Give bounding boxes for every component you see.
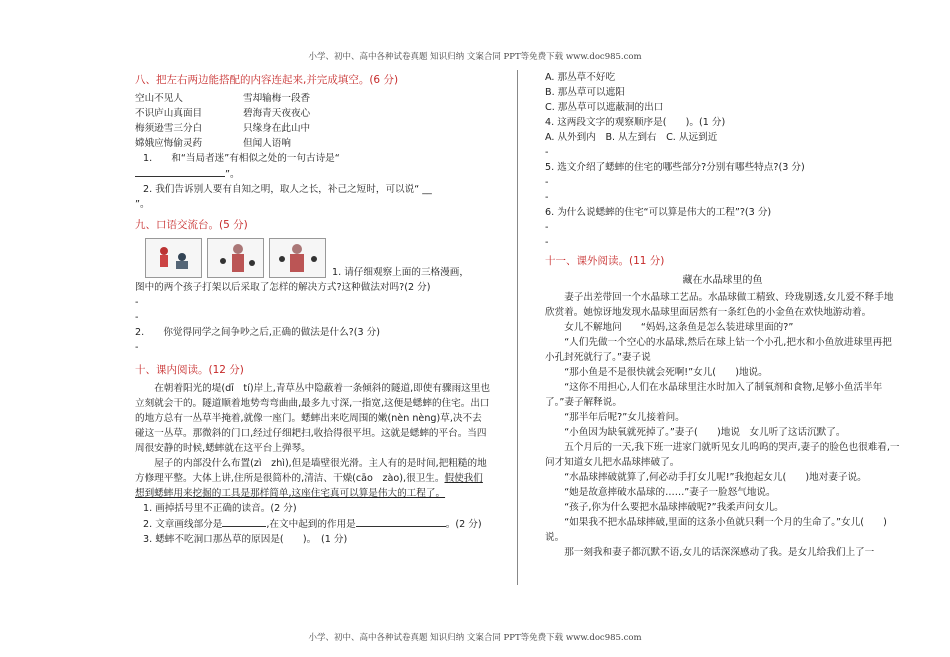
- column-divider: [517, 70, 518, 585]
- story-paragraph: 女儿不解地问 “妈妈,这条鱼是怎么装进球里面的?”: [564, 322, 794, 333]
- pair-row: [135, 106, 490, 121]
- story-paragraph: “孩子,你为什么要把水晶球摔破呢?”我柔声问女儿。: [564, 502, 784, 513]
- answer-dash: -: [135, 297, 139, 308]
- story-paragraph: “那半年后呢?”女儿接着问。: [564, 412, 685, 423]
- poem-pairs: [135, 91, 490, 151]
- s8-question-1: [135, 151, 490, 166]
- pair-row: [135, 136, 490, 151]
- section-10-title: 十、课内阅读。(12 分): [135, 364, 244, 376]
- s10-paragraph-1: 在朝着阳光的堤(dī tí)岸上,青草丛中隐蔽着一条倾斜的隧道,即使有骤雨这里也立刻就会干的。隧道顺着地势弯弯曲曲,最多九寸深,一指宽,这便是蟋蟀的住宅。出口的地方总有一丛草半掩着,就像一座门。蟋蟀出来吃周围的嫩(nèn nèng)草,决不去碰这一丛草。那微斜的门口,经过仔细耙扫,收拾得很平坦。这就是蟋蟀的平台。当四周很安静的时候,蟋蟀就在这平台上弹琴。: [135, 383, 490, 454]
- comic-panel-1: [145, 238, 202, 278]
- s8-question-2-end: ”。: [135, 199, 150, 210]
- q-text: ,在文中起到的作用是: [266, 519, 356, 530]
- page-header: 小学、初中、高中各种试卷真题 知识归纳 文案合同 PPT等免费下载 www.doc985.com: [308, 52, 642, 62]
- s10-question-1: 1. 画掉括号里不正确的读音。(2 分): [143, 503, 297, 514]
- question-4: 4. 这两段文字的观察顺序是( )。(1 分): [545, 117, 726, 128]
- s9-question-1: 1. 请仔细观察上面的三格漫画，: [332, 267, 469, 278]
- comic-panel-2: [207, 238, 264, 278]
- answer-dash: -: [545, 192, 549, 203]
- left-column: [135, 70, 490, 547]
- pair-right: 只缘身在此山中: [243, 123, 311, 134]
- para-text: 屋子的内部没什么布置(zì zhì),但是墙壁很光滑。主人有的是时间,把粗糙的地方修理平整。大体上讲,住所是很简朴的,清洁、干燥(cāo zào),很卫生。: [135, 458, 487, 484]
- story-paragraph: “人们先做一个空心的水晶球,然后在球上钻一个小孔,把水和小鱼放进球里再把小孔封死就行了。”妻子说: [545, 337, 892, 363]
- section-9-title: 九、口语交流台。(5 分): [135, 219, 248, 231]
- answer-dash: -: [135, 342, 139, 353]
- s8-question-1-line: [135, 166, 490, 182]
- answer-blank[interactable]: [135, 166, 225, 177]
- right-column: [545, 70, 900, 560]
- question-6: 6. 为什么说蟋蟀的住宅“可以算是伟大的工程”?(3 分): [545, 207, 772, 218]
- story-paragraph: “那小鱼是不是很快就会死啊!”女儿( )地说。: [564, 367, 768, 378]
- story-title: 藏在水晶球里的鱼: [682, 275, 763, 286]
- q3-option-b: B. 那丛草可以遮阳: [545, 87, 625, 98]
- story-paragraph: “她是故意摔破水晶球的……”妻子一脸怒气地说。: [564, 487, 776, 498]
- q-text: 2. 文章画线部分是: [143, 519, 223, 530]
- answer-blank[interactable]: [222, 516, 266, 527]
- answer-dash: -: [545, 147, 549, 158]
- s9-question-2: 2. 你觉得同学之间争吵之后,正确的做法是什么?(3 分): [135, 327, 380, 338]
- pair-left: 空山不见人: [135, 93, 183, 104]
- story-paragraph: 妻子出差带回一个水晶球工艺品。水晶球做工精致、玲珑剔透,女儿爱不释手地欣赏着。她惊讶地发现水晶球里面居然有一条红色的小金鱼在欢快地游动着。: [545, 292, 894, 318]
- page-footer: 小学、初中、高中各种试卷真题 知识归纳 文案合同 PPT等免费下载 www.doc985.com: [308, 633, 642, 643]
- section-11-title: 十一、课外阅读。(11 分): [545, 255, 665, 267]
- s10-question-2: [135, 516, 490, 532]
- q3-option-a: A. 那丛草不好吃: [545, 72, 616, 83]
- pair-right: 雪却输梅一段香: [243, 93, 311, 104]
- pair-right: 碧海青天夜夜心: [243, 108, 311, 119]
- comic-strip: [145, 238, 326, 278]
- story-paragraph: “水晶球摔破就算了,何必动手打女儿呢!”我抱起女儿( )地对妻子说。: [564, 472, 867, 483]
- pair-left: 嫦娥应悔偷灵药: [135, 138, 203, 149]
- comic-panel-3: [269, 238, 326, 278]
- pair-left: 不识庐山真面目: [135, 108, 203, 119]
- answer-dash: -: [545, 222, 549, 233]
- answer-dash: -: [545, 237, 549, 248]
- story-paragraph: 那一刻我和妻子都沉默不语,女儿的话深深感动了我。是女儿给我们上了一: [564, 547, 875, 558]
- q-text: 。(2 分): [445, 519, 482, 530]
- q3-option-c: C. 那丛草可以遮蔽洞的出口: [545, 102, 664, 113]
- story-paragraph: 五个月后的一天,我下班一进家门就听见女儿呜呜的哭声,妻子的脸色也很难看,一问才知道女儿把水晶球摔破了。: [545, 442, 900, 468]
- story-paragraph: “这你不用担心,人们在水晶球里注水时加入了制氧剂和食物,足够小鱼活半年了。”妻子解释说。: [545, 382, 883, 408]
- s10-paragraph-2: [135, 456, 490, 501]
- q-text: 1. 和“当局者迷”有相似之处的一句古诗是“: [143, 153, 340, 164]
- answer-blank[interactable]: [356, 516, 446, 527]
- comic-row: [135, 236, 490, 280]
- pair-row: [135, 121, 490, 136]
- s8-question-2: 2. 我们告诉别人要有自知之明，取人之长，补己之短时，可以说“ __: [143, 184, 432, 195]
- section-8-title: 八、把左右两边能搭配的内容连起来,并完成填空。(6 分): [135, 74, 399, 86]
- question-5: 5. 选文介绍了蟋蟀的住宅的哪些部分?分别有哪些特点?(3 分): [545, 162, 805, 173]
- story-paragraph: “小鱼因为缺氧就死掉了。”妻子( )地说 女儿听了这话沉默了。: [564, 427, 846, 438]
- underlined-sentence: 假使我们想到蟋蟀用来挖掘的工具是那样简单,这座住宅真可以算是伟大的工程了。: [135, 473, 483, 499]
- story-paragraph: “如果我不把水晶球摔破,里面的这条小鱼就只剩一个月的生命了。”女儿( )说。: [545, 517, 887, 543]
- answer-dash: -: [545, 177, 549, 188]
- s10-question-3: 3. 蟋蟀不吃洞口那丛草的原因是( )。 (1 分): [143, 534, 348, 545]
- q-text: ”。: [225, 169, 240, 180]
- q4-options: A. 从外到内 B. 从左到右 C. 从远到近: [545, 132, 718, 143]
- pair-right: 但闻人语响: [243, 138, 291, 149]
- pair-left: 梅须逊雪三分白: [135, 123, 203, 134]
- answer-dash: -: [135, 312, 139, 323]
- pair-row: [135, 91, 490, 106]
- s9-question-1-cont: 图中的两个孩子打架以后采取了怎样的解决方式?这种做法对吗?(2 分): [135, 282, 431, 293]
